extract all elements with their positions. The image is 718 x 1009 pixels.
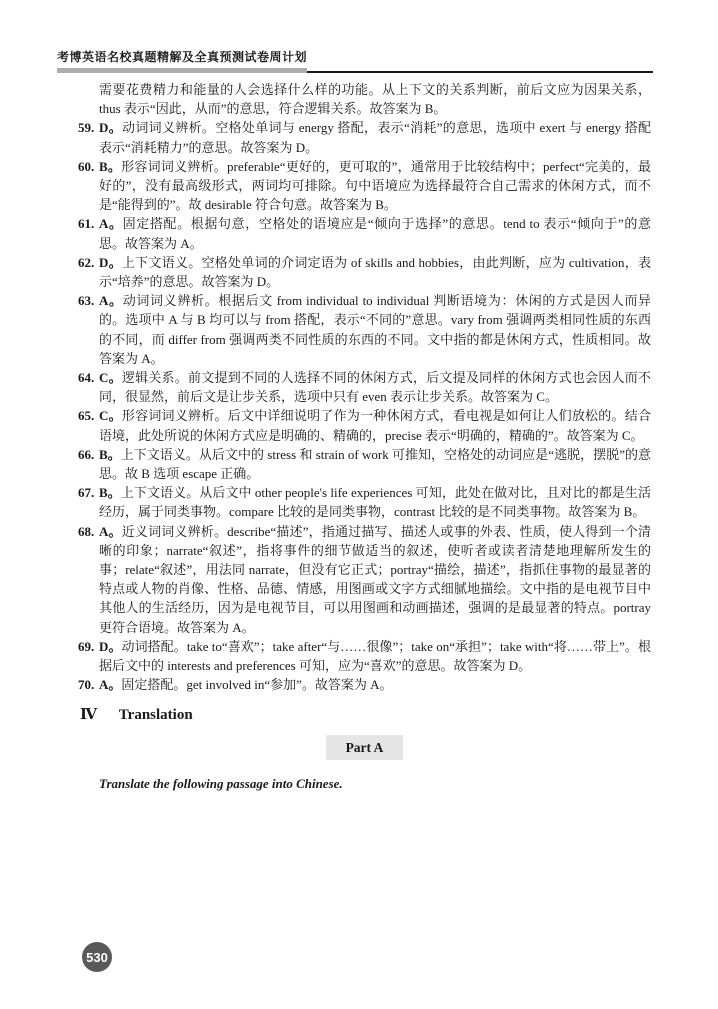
answer-number: 61. xyxy=(78,216,95,232)
answer-explanation: 形容词词义辨析。后文中详细说明了作为一种休闲方式，看电视是如何让人们放松的。结合语境，此处所说的休闲方式应是明确的、精确的，precise 表示“明确的，精确的”。故答案为 C。 xyxy=(99,408,651,443)
answer-number: 69. xyxy=(78,638,95,654)
translation-section-heading xyxy=(78,706,651,725)
answer-letter: A。 xyxy=(99,216,123,232)
answer-explanation: 固定搭配。根据句意，空格处的语境应是“倾向于选择”的意思。tend to 表示“倾向于”的意思。故答案为 A。 xyxy=(99,216,652,251)
answer-letter: B。 xyxy=(99,446,121,462)
answer-explanation: 动词搭配。take to“喜欢”；take after“与……很像”；take on“承担”；take with“将……带上”。根据后文中的 interests and preferences 可知，应为“喜欢”的意思。故答案为 D。 xyxy=(99,638,651,674)
answer-item xyxy=(78,483,651,521)
answer-explanation: 上下文语义。空格处单词的介词定语为 of skills and hobbies，由此判断，应为 cultivation，表示“培养”的意思。故答案为 D。 xyxy=(99,254,652,290)
answer-item xyxy=(78,637,651,675)
section-number: Ⅳ xyxy=(80,706,98,723)
part-a-row xyxy=(78,735,651,760)
answers-list xyxy=(78,118,651,694)
answer-letter: B。 xyxy=(99,158,122,174)
answer-explanation: 动词词义辨析。根据后文 from individual to individual 判断语境为：休闲的方式是因人而异的。选项中 A 与 B 均可以与 from 搭配，表示“不同的”意思。vary from 强调两类相同性质的东西的不同，而 differ from 强调两类不同性质的东西的不同。文中指的都是休闲方式，性质相同。故答案为 A。 xyxy=(99,293,651,366)
part-a-label: Part A xyxy=(326,735,404,760)
answer-letter: A。 xyxy=(99,293,123,309)
answer-item xyxy=(78,214,651,252)
answer-explanation: 逻辑关系。前文提到不同的人选择不同的休闲方式，后文提及同样的休闲方式也会因人而不同，很显然，前后文是让步关系，选项中只有 even 表示让步关系。故答案为 C。 xyxy=(99,370,651,405)
answer-item xyxy=(78,406,651,444)
intro-paragraph: 需要花费精力和能量的人会选择什么样的功能。从上下文的关系判断，前后文应为因果关系，thus 表示“因此，从而”的意思，符合逻辑关系。故答案为 B。 xyxy=(99,82,651,117)
answer-letter: C。 xyxy=(99,370,122,386)
answer-explanation: 近义词词义辨析。describe“描述”，指通过描写、描述人或事的外表、性质，使人得到一个清晰的印象；narrate“叙述”，指将事件的细节做适当的叙述，使听者或读者清楚地理解所发生的事；relate“叙述”，用法同 narrate，但没有它正式；portray“描绘，描述”，指抓住事物的最显著的特点或人物的肖像、性格、品德、情感，用图画或文字方式细腻地描绘。文中指的是电视节目中其他人的生活经历，因为是电视节目，可以用图画和动画描述，强调的是最显著的特点。portray 更符合语境。故答案为 A。 xyxy=(99,523,651,635)
answer-number: 67. xyxy=(78,485,95,501)
answer-letter: A。 xyxy=(99,677,122,693)
answer-number: 63. xyxy=(78,293,95,309)
answer-number: 68. xyxy=(78,523,95,539)
page-number-badge xyxy=(82,942,112,972)
answer-number: 62. xyxy=(78,254,95,270)
answer-explanation: 形容词词义辨析。preferable“更好的，更可取的”，通常用于比较结构中；perfect“完美的，最好的”，没有最高级形式，两词均可排除。句中语境应为选择最符合自己需求的休闲方式，而不是“能得到的”。故 desirable 符合句意。故答案为 B。 xyxy=(99,158,652,213)
running-header xyxy=(57,48,653,73)
answer-item xyxy=(78,157,651,215)
answer-letter: C。 xyxy=(99,408,122,424)
answer-item xyxy=(78,522,651,637)
answer-number: 65. xyxy=(78,408,95,424)
answer-explanation: 动词词义辨析。空格处单词与 energy 搭配，表示“消耗”的意思，选项中 exert 与 energy 搭配表示“消耗精力”的意思。故答案为 D。 xyxy=(99,120,652,155)
answer-explanation: 上下文语义。从后文中的 stress 和 strain of work 可推知，空格处的动词应是“逃脱，摆脱”的意思。故 B 选项 escape 正确。 xyxy=(99,446,652,482)
page-number: 530 xyxy=(86,949,108,965)
answer-item xyxy=(78,368,651,406)
answer-item xyxy=(78,118,651,156)
answer-number: 64. xyxy=(78,370,95,386)
answer-letter: D。 xyxy=(99,120,123,136)
answer-item xyxy=(78,675,651,694)
answer-number: 59. xyxy=(78,120,95,136)
main-text-block xyxy=(78,80,651,799)
answer-letter: B。 xyxy=(99,485,121,501)
answer-item xyxy=(78,253,651,291)
section-title: Translation xyxy=(118,706,193,723)
answer-item xyxy=(78,291,651,368)
answer-letter: A。 xyxy=(99,523,122,539)
answer-number: 66. xyxy=(78,446,95,462)
answer-explanation: 上下文语义。从后文中 other people's life experiences 可知，此处在做对比，且对比的都是生活经历，属于同类事物。compare 比较的是同类事物，contrast 比较的是不同类事物。故答案为 B。 xyxy=(99,485,652,520)
answer-number: 70. xyxy=(78,677,95,693)
answer-letter: D。 xyxy=(99,638,122,654)
translation-instruction: Translate the following passage into Chinese. xyxy=(99,775,343,791)
answer-item xyxy=(78,445,651,483)
answer-number: 60. xyxy=(78,158,95,174)
answer-explanation: 固定搭配。get involved in“参加”。故答案为 A。 xyxy=(121,677,393,693)
page-header-title: 考博英语名校真题精解及全真预测试卷周计划 xyxy=(57,48,307,73)
answer-letter: D。 xyxy=(99,254,122,270)
